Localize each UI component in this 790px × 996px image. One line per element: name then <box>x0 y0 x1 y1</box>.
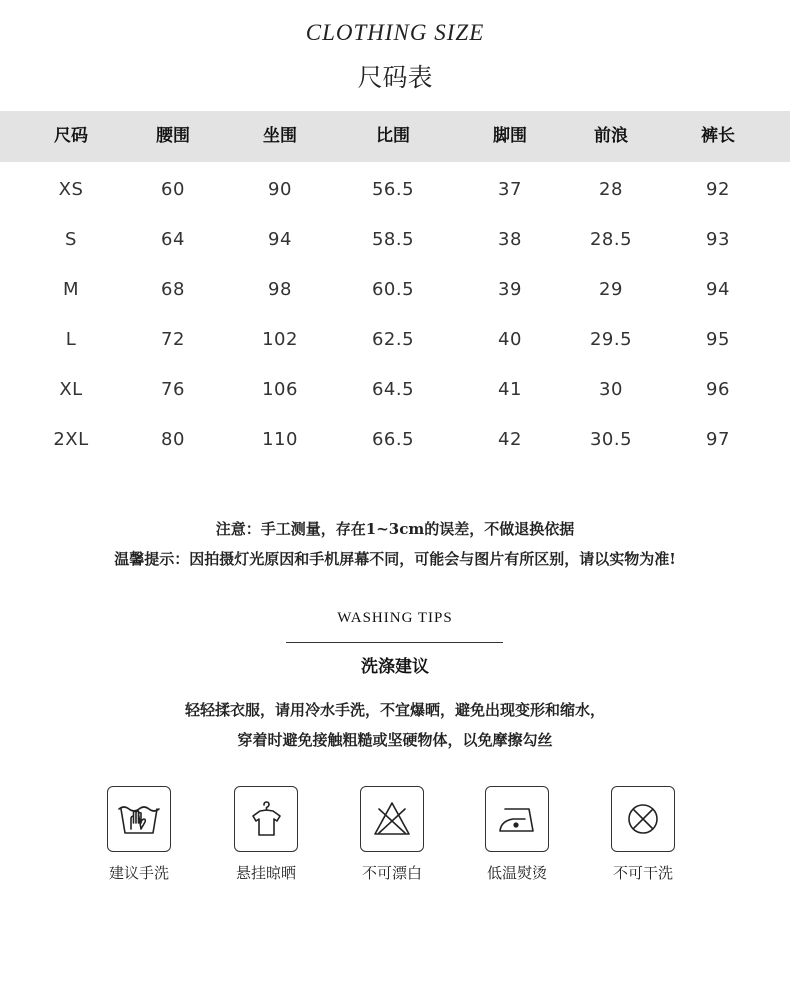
table-cell: 76 <box>161 379 185 400</box>
care-item-no-dry-clean <box>593 786 693 883</box>
washing-tip-line-1: 轻轻揉衣服，请用冷水手洗，不宜爆晒，避免出现变形和缩水， <box>184 701 605 719</box>
color-disclaimer: 温馨提示：因拍摄灯光原因和手机屏幕不同，可能会与图片有所区别，请以实物为准! <box>114 550 676 568</box>
table-cell: M <box>62 279 80 300</box>
care-label: 不可干洗 <box>612 864 673 882</box>
table-cell: 95 <box>706 329 730 350</box>
header-length: 裤长 <box>701 126 735 146</box>
table-cell: 30.5 <box>589 429 633 450</box>
table-cell: 29 <box>599 279 623 300</box>
table-row <box>0 365 790 415</box>
table-cell: 2XL <box>53 429 89 450</box>
care-item-no-bleach <box>342 786 442 883</box>
table-cell: 98 <box>268 279 292 300</box>
table-cell: L <box>65 329 77 350</box>
table-cell: 37 <box>498 179 522 200</box>
washing-title-en: WASHING TIPS <box>337 610 453 626</box>
header-waist: 腰围 <box>156 126 190 146</box>
table-cell: 94 <box>268 229 292 250</box>
washing-title-cn: 洗涤建议 <box>361 657 429 677</box>
header-hip: 坐围 <box>263 126 297 146</box>
page-title-cn: 尺码表 <box>357 63 433 92</box>
care-label: 悬挂晾晒 <box>235 864 296 882</box>
no-dry-clean-icon <box>611 786 675 852</box>
table-cell: 42 <box>498 429 522 450</box>
care-item-hang-dry <box>216 786 316 883</box>
table-cell: 97 <box>706 429 730 450</box>
table-cell: 29.5 <box>589 329 633 350</box>
table-row <box>0 315 790 365</box>
table-cell: 60 <box>161 179 185 200</box>
table-row <box>0 415 790 465</box>
table-cell: 62.5 <box>371 329 415 350</box>
header-hem: 脚围 <box>493 126 527 146</box>
care-label: 低温熨烫 <box>486 864 547 882</box>
table-cell: 30 <box>599 379 623 400</box>
table-cell: 28 <box>599 179 623 200</box>
table-cell: 64.5 <box>371 379 415 400</box>
table-cell: 60.5 <box>371 279 415 300</box>
table-cell: 66.5 <box>371 429 415 450</box>
table-cell: 94 <box>706 279 730 300</box>
table-cell: 68 <box>161 279 185 300</box>
low-iron-icon <box>485 786 549 852</box>
table-row <box>0 215 790 265</box>
header-rise: 前浪 <box>594 126 628 146</box>
table-cell: 102 <box>262 329 298 350</box>
table-cell: 72 <box>161 329 185 350</box>
table-cell: 56.5 <box>371 179 415 200</box>
table-row <box>0 265 790 315</box>
table-cell: 80 <box>161 429 185 450</box>
care-item-hand-wash <box>89 786 189 883</box>
table-cell: 39 <box>498 279 522 300</box>
table-cell: 64 <box>161 229 185 250</box>
page-title-en: CLOTHING SIZE <box>305 20 485 45</box>
header-size: 尺码 <box>54 126 88 146</box>
header-thigh: 比围 <box>376 126 410 146</box>
washing-divider <box>286 642 503 643</box>
table-cell: XS <box>58 179 84 200</box>
table-cell: 58.5 <box>371 229 415 250</box>
no-bleach-icon <box>360 786 424 852</box>
table-cell: 92 <box>706 179 730 200</box>
care-label: 建议手洗 <box>108 864 169 882</box>
table-cell: 28.5 <box>589 229 633 250</box>
table-cell: 40 <box>498 329 522 350</box>
table-cell: 93 <box>706 229 730 250</box>
table-cell: 96 <box>706 379 730 400</box>
table-cell: 90 <box>268 179 292 200</box>
hang-dry-icon <box>234 786 298 852</box>
table-cell: XL <box>59 379 83 400</box>
table-cell: S <box>65 229 77 250</box>
table-cell: 38 <box>498 229 522 250</box>
table-cell: 41 <box>498 379 522 400</box>
measurement-note: 注意：手工测量，存在1~3cm的误差，不做退换依据 <box>215 520 575 538</box>
table-cell: 106 <box>262 379 298 400</box>
care-item-low-iron <box>467 786 567 883</box>
care-label: 不可漂白 <box>361 864 422 882</box>
hand-wash-icon <box>107 786 171 852</box>
size-table-header <box>0 111 790 162</box>
table-cell: 110 <box>262 429 298 450</box>
table-row <box>0 165 790 215</box>
washing-tip-line-2: 穿着时避免接触粗糙或坚硬物体，以免摩擦勾丝 <box>237 731 553 749</box>
